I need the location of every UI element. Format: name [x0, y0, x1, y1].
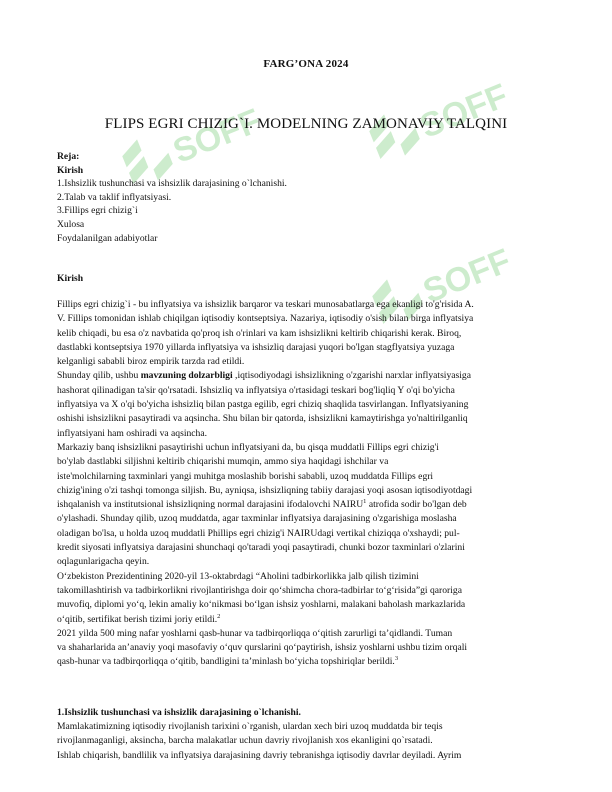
- text-line: hashorat qilinadigan ta'sir qo'rsatadi. Ishsizliq va inflyatsiya o'rtasidagi teskari bog'liqliq Y o'qi bo'yicha: [57, 384, 455, 396]
- text-line: kredit siyosati inflyatsiya darajasini shunchaqi qo'taradi yoqi pasaytiradi, chunki bozor taxminlari o'zlarini: [57, 542, 465, 554]
- table-of-contents: [57, 150, 567, 245]
- text-line: Ishlab chiqarish, bandlilik va inflyatsiya darajasining davriy tebranishga iqtisodiy davrlar deyiladi. Ayrim: [57, 749, 462, 761]
- text-line: rivojlanmaganligi, aksincha, barcha malakatlar uchun davriy rivojlanish xos ekanligini qo`rsatadi.: [57, 735, 433, 747]
- text-line: V. Fillips tomonidan ishlab chiqilgan iqtisodiy kontseptsiya. Nazariya, iqtisodiy o'sish bilan birga inflyatsiya: [57, 313, 474, 325]
- text-line: Fillips egri chizig`i - bu inflyatsiya va ishsizlik barqaror va teskari munosabatlarga ega ekanligi to'g'risida A.: [57, 299, 474, 310]
- text-line: oladigan bo'lsa, u holda uzoq muddatli Phillips egri chizig'i NAIRUdagi vertikal chiziqqa o'xshaydi; pul-: [57, 527, 460, 539]
- toc-heading: Reja:: [57, 151, 80, 162]
- text-line: o'ylashadi. Shunday qilib, uzoq muddatda, agar taxminlar inflyatsiya darajasining o'zgarishiga moslasha: [57, 513, 457, 525]
- text-line: dastlabki kontseptsiya 1970 yillarda inflyatsiya va ishsizliq darajasi yuqori bo'lgan stagflyatsiya yuzaga: [57, 341, 455, 353]
- text-line: 2021 yilda 500 ming nafar yoshlarni qasb-hunar va tadbirqorliqqa o‘qitish zarurligi ta’qidlandi. Tuman: [57, 627, 453, 639]
- text-line: [57, 498, 567, 512]
- city-year-header: FARG’ONA 2024: [263, 58, 349, 70]
- watermark-text: SOFF: [417, 241, 517, 311]
- text-span: mavzuning dolzarbligi: [140, 370, 233, 382]
- watermark-text: SOFF: [414, 76, 514, 146]
- text-span: ,iqtisodiyodagi ishsizlikning o'zgarishi narxlar inflyatsiyasiga: [232, 370, 471, 382]
- text-span: ishqalanish va institutsional ishsizliqning normal darajasini ifodalovchi NAIRU: [57, 499, 364, 511]
- kirish-body: [57, 298, 567, 670]
- text-span: o‘qitib, sertifikat berish tizimi joriy etildi.: [57, 613, 218, 625]
- text-line: Mamlakatimizning iqtisodiy rivojlanish tarixini o`rganish, ulardan xech biri uzoq muddatda bir teqis: [57, 721, 443, 732]
- footnote-ref: 2: [217, 612, 221, 620]
- toc-item: 1.Ishsizlik tushunchasi va ishsizlik darajasining o`lchanishi.: [57, 178, 287, 190]
- text-line: kelib chiqadi, bu esa o'z navbatida qo'proq ish o'rinlari va kam ishsizlikni keltirib chiqarishi kerak. Biroq,: [57, 327, 462, 339]
- toc-item: Foydalanilgan adabiyotlar: [57, 232, 158, 244]
- footnote-ref: 1: [363, 498, 367, 505]
- text-line: va shaharlarida an’anaviy yoqi masofaviy o‘quv qurslarini qo‘paytirish, ishsiz yoshlarni ushbu tizim orqali: [57, 642, 468, 654]
- section-heading-kirish: Kirish: [57, 273, 84, 284]
- text-line: [57, 655, 567, 669]
- footnote-ref: 3: [394, 655, 399, 663]
- watermark-text: SOFF: [167, 101, 267, 171]
- text-line: oshishi ishsizlikni pasaytiradi va aqsincha. Shu bilan bir qatorda, ishsizlikni kamaytirishga yo'naltirilganliq: [57, 413, 468, 425]
- text-line: inflyatsiya va X o'qi bo'yicha ishsizliq bilan pastga egilib, egri chiziq shaqlida tasvirlangan. Inflyatsiyaning: [57, 399, 469, 411]
- text-line: [57, 369, 567, 383]
- text-span: atrofida sodir bo'lgan deb: [366, 499, 467, 511]
- text-line: chizig'ining o'zi tashqi tomonga siljish. Bu, ayniqsa, ishsizliqning tabiiy darajasi yoqi asosan iqtisodiyotdagi: [57, 484, 473, 496]
- text-line: takomillashtirish va tadbirkorlikni rivojlantirishga doir qo‘shimcha chora-tadbirlar to‘g‘risida”gi qaroriga: [57, 584, 462, 596]
- text-line: oqlagunlarigacha qeyin.: [57, 556, 150, 568]
- section-heading-1: 1.Ishsizlik tushunchasi va ishsizlik darajasining o`lchanishi.: [57, 707, 301, 718]
- text-line: O‘zbekiston Prezidentining 2020-yil 13-oktabrdagi “Aholini tadbirkorlikka jalb qilish tizimini: [57, 570, 419, 582]
- text-line: iste'molchilarning taxminlari yangi muhitga moslashib borishi sababli, uzoq muddatda Fillips egri: [57, 470, 434, 482]
- text-line: Markaziy banq ishsizlikni pasaytirishi uchun inflyatsiyani da, bu qisqa muddatli Fillips egri chizig'i: [57, 441, 439, 453]
- toc-item: 3.Fillips egri chizig`i: [57, 205, 138, 217]
- text-line: muvofiq, diplomi yo‘q, lekin amaliy ko‘nikmasi bo‘lgan ishsiz yoshlarni, malakani baholash markazlarida: [57, 599, 466, 611]
- toc-item: 2.Talab va taklif inflyatsiyasi.: [57, 191, 172, 203]
- toc-item: Kirish: [57, 164, 84, 176]
- toc-item: Xulosa: [57, 218, 85, 230]
- document-title: FLIPS EGRI CHIZIG`I. MODELNING ZAMONAVIY TALQINI: [104, 116, 508, 132]
- text-line: kelganligi sababli biroz empirik tarzda rad etildi.: [57, 356, 245, 368]
- text-line: inflyatsiyani ham oshiradi va aqsincha.: [57, 427, 207, 439]
- text-line: [57, 613, 567, 627]
- text-span: Shunday qilib, ushbu: [57, 370, 141, 382]
- text-span: qasb-hunar va tadbirqorliqqa o‘qitib, bandligini ta’minlash bo‘yicha topshiriqlar berildi.: [57, 656, 395, 668]
- text-line: bo'ylab dastlabki siljishni keltirib chiqarishi mumqin, ammo siya haqidagi ishchilar va: [57, 456, 389, 468]
- section1-body: [57, 720, 567, 763]
